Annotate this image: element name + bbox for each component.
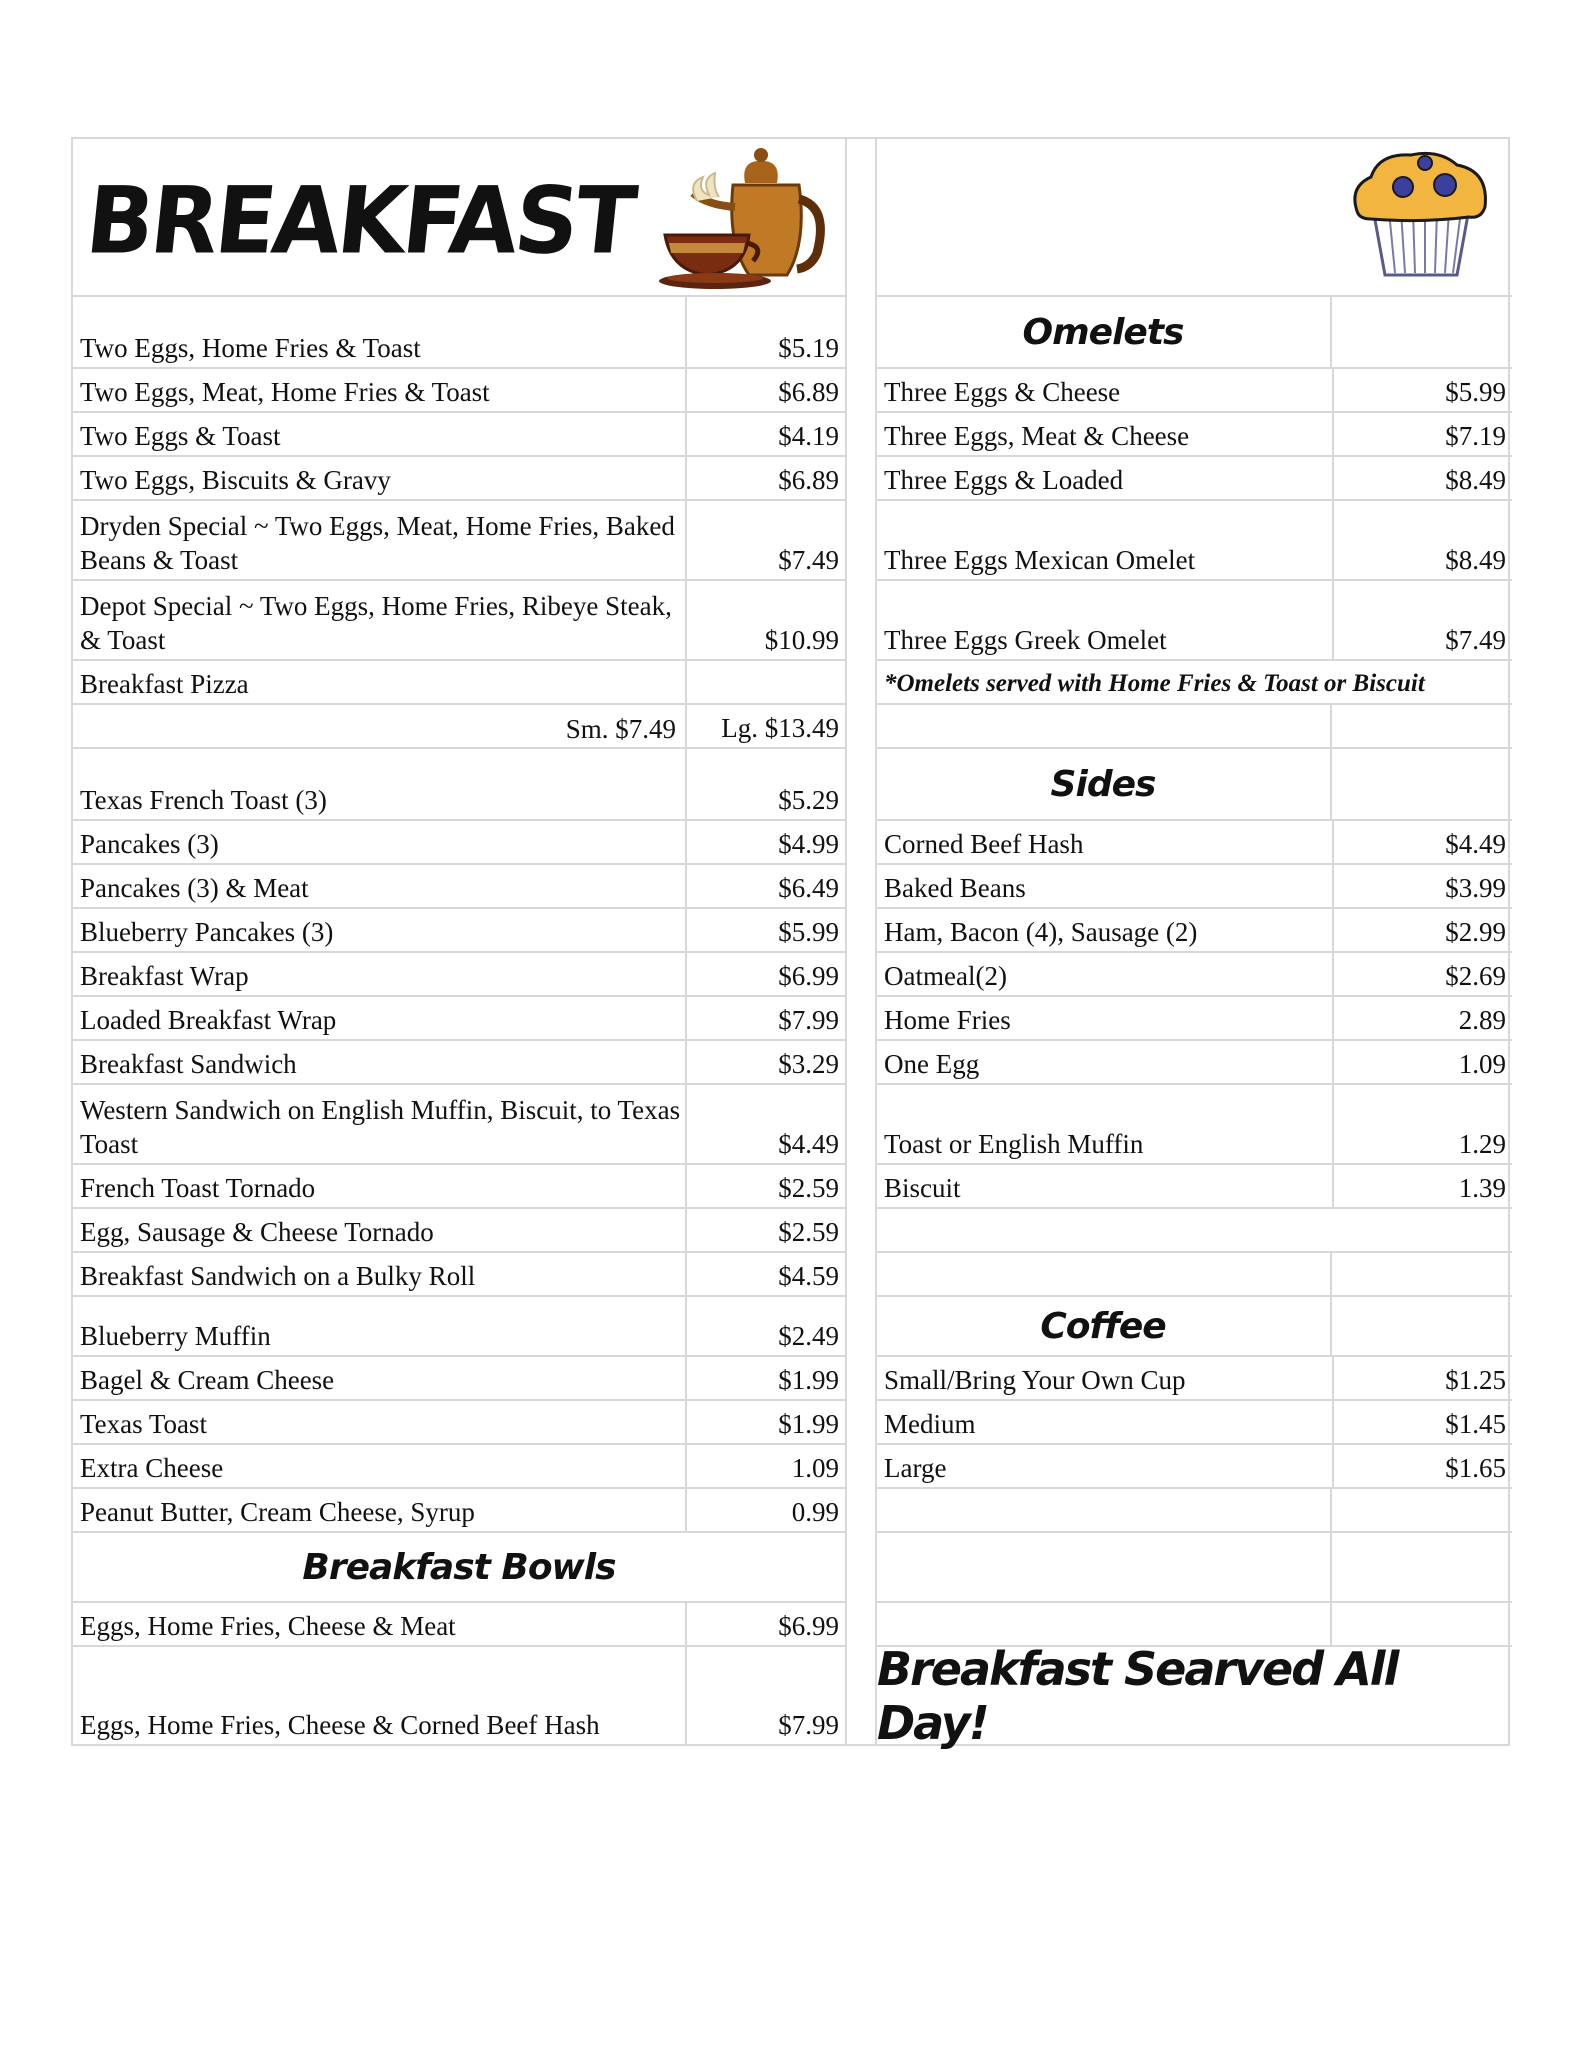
item-name: Home Fries (884, 1005, 1011, 1035)
item-price: $1.45 (1332, 1401, 1512, 1443)
item-name: Corned Beef Hash (884, 829, 1084, 859)
empty-cell (1330, 1297, 1512, 1355)
item-price: 1.29 (1332, 1085, 1512, 1163)
item-price: $6.49 (685, 865, 845, 907)
menu-row (877, 1165, 1512, 1209)
item-price (685, 661, 845, 703)
menu-row (73, 457, 845, 501)
menu-row (73, 1647, 845, 1744)
menu-row (73, 1401, 845, 1445)
item-price: $4.49 (685, 1085, 845, 1163)
item-price: $5.99 (685, 909, 845, 951)
item-price: $3.99 (1332, 865, 1512, 907)
menu-row (73, 953, 845, 997)
omelets-heading-row (877, 297, 1512, 369)
item-price: $7.99 (685, 997, 845, 1039)
menu-row (73, 297, 845, 369)
menu-row (877, 1085, 1512, 1165)
menu-row (73, 413, 845, 457)
muffin-row (877, 139, 1512, 297)
item-price: $8.49 (1332, 457, 1512, 499)
pizza-size-row (73, 705, 845, 749)
item-name: Medium (884, 1409, 976, 1439)
item-price: $7.99 (685, 1647, 845, 1744)
menu-row (73, 369, 845, 413)
item-price: $7.49 (685, 501, 845, 579)
item-price: $4.19 (685, 413, 845, 455)
empty-row (877, 1533, 1512, 1603)
item-price: $5.99 (1332, 369, 1512, 411)
empty-cell (1330, 749, 1512, 819)
title-row (73, 139, 845, 297)
item-name: Two Eggs, Meat, Home Fries & Toast (80, 377, 490, 407)
item-name: French Toast Tornado (80, 1173, 316, 1203)
item-name: Oatmeal(2) (884, 961, 1007, 991)
pizza-large-price: Lg. $13.49 (685, 705, 845, 747)
menu-row (877, 865, 1512, 909)
menu-row (877, 413, 1512, 457)
item-price: $6.99 (685, 953, 845, 995)
menu-row (73, 501, 845, 581)
item-price: $1.99 (685, 1357, 845, 1399)
item-price: 1.39 (1332, 1165, 1512, 1207)
left-column (73, 139, 845, 1744)
menu-row (73, 1445, 845, 1489)
item-name: Bagel & Cream Cheese (80, 1365, 335, 1395)
item-name: Depot Special ~ Two Eggs, Home Fries, Ribeye Steak, & Toast (80, 591, 672, 655)
item-name: Eggs, Home Fries, Cheese & Meat (80, 1611, 456, 1641)
column-gap (845, 139, 877, 1744)
sides-heading: Sides (1050, 763, 1156, 805)
menu-row (73, 581, 845, 661)
item-price: $4.99 (685, 821, 845, 863)
menu-row (877, 501, 1512, 581)
item-name: Two Eggs, Home Fries & Toast (80, 333, 421, 363)
item-name: Biscuit (884, 1173, 961, 1203)
empty-row (877, 1603, 1512, 1647)
menu-row (73, 1165, 845, 1209)
item-name: Blueberry Muffin (80, 1321, 271, 1351)
item-price: $4.59 (685, 1253, 845, 1295)
coffee-heading-row (877, 1297, 1512, 1357)
omelets-note: *Omelets served with Home Fries & Toast or Biscuit (884, 670, 1425, 697)
menu-row (877, 909, 1512, 953)
item-price: $2.49 (685, 1297, 845, 1355)
menu-row (73, 821, 845, 865)
omelets-note-row (877, 661, 1512, 705)
item-name: Extra Cheese (80, 1453, 224, 1483)
menu-row (73, 1041, 845, 1085)
menu-row (877, 997, 1512, 1041)
blueberry-muffin-icon (1349, 147, 1493, 279)
item-name: Three Eggs, Meat & Cheese (884, 421, 1190, 451)
item-price: $8.49 (1332, 501, 1512, 579)
menu-row (877, 1445, 1512, 1489)
empty-cell (1330, 297, 1512, 367)
item-name: Texas French Toast (3) (80, 785, 327, 815)
menu-row (73, 1489, 845, 1533)
menu-row (73, 865, 845, 909)
item-name: Breakfast Wrap (80, 961, 249, 991)
item-price: $2.69 (1332, 953, 1512, 995)
item-price: $3.29 (685, 1041, 845, 1083)
item-price: $1.99 (685, 1401, 845, 1443)
right-column (877, 139, 1512, 1750)
menu-row (73, 1209, 845, 1253)
menu-row (73, 1297, 845, 1357)
item-name: Breakfast Sandwich (80, 1049, 297, 1079)
item-name: Baked Beans (884, 873, 1026, 903)
tagline: Breakfast Searved All Day! (877, 1641, 1398, 1750)
menu-row (877, 953, 1512, 997)
item-name: Large (884, 1453, 947, 1483)
item-name: Toast or English Muffin (884, 1129, 1144, 1159)
item-name: Western Sandwich on English Muffin, Biscuit, to Texas Toast (80, 1095, 681, 1159)
menu-row (877, 1357, 1512, 1401)
item-name: Texas Toast (80, 1409, 207, 1439)
item-price: $10.99 (685, 581, 845, 659)
menu-grid (71, 137, 1510, 1750)
item-name: Pancakes (3) & Meat (80, 873, 309, 903)
item-name: Peanut Butter, Cream Cheese, Syrup (80, 1497, 475, 1527)
item-price: $2.99 (1332, 909, 1512, 951)
item-name: Three Eggs Greek Omelet (884, 625, 1167, 655)
item-price: $7.19 (1332, 413, 1512, 455)
omelets-heading: Omelets (1022, 311, 1184, 353)
menu-row (73, 997, 845, 1041)
empty-row (877, 1489, 1512, 1533)
item-name: Two Eggs, Biscuits & Gravy (80, 465, 391, 495)
item-price: 1.09 (685, 1445, 845, 1487)
item-name: Three Eggs Mexican Omelet (884, 545, 1196, 575)
item-price: 1.09 (1332, 1041, 1512, 1083)
item-price: $1.65 (1332, 1445, 1512, 1487)
empty-row (877, 705, 1512, 749)
item-name: Egg, Sausage & Cheese Tornado (80, 1217, 434, 1247)
bowls-heading: Breakfast Bowls (302, 1546, 616, 1588)
empty-cell (1330, 1533, 1512, 1601)
item-name: Three Eggs & Loaded (884, 465, 1124, 495)
item-name: Breakfast Pizza (80, 669, 249, 699)
menu-row (877, 581, 1512, 661)
item-price: $5.19 (685, 297, 845, 367)
teapot-cup-icon (657, 143, 827, 291)
empty-row (877, 1253, 1512, 1297)
tagline-row (877, 1641, 1512, 1750)
item-name: Two Eggs & Toast (80, 421, 281, 451)
item-price: $1.25 (1332, 1357, 1512, 1399)
bowls-heading-row (73, 1533, 845, 1603)
menu-title: BREAKFAST (81, 166, 639, 275)
item-name: Loaded Breakfast Wrap (80, 1005, 337, 1035)
item-name: Ham, Bacon (4), Sausage (2) (884, 917, 1198, 947)
menu-row (877, 369, 1512, 413)
item-name: Pancakes (3) (80, 829, 219, 859)
empty-cell (1330, 1603, 1512, 1645)
menu-row (73, 1603, 845, 1647)
sides-heading-row (877, 749, 1512, 821)
empty-cell (1330, 705, 1512, 747)
empty-cell (1330, 1253, 1512, 1295)
item-name: Dryden Special ~ Two Eggs, Meat, Home Fries, Baked Beans & Toast (80, 511, 675, 575)
item-price: 2.89 (1332, 997, 1512, 1039)
item-name: Breakfast Sandwich on a Bulky Roll (80, 1261, 476, 1291)
item-name: Eggs, Home Fries, Cheese & Corned Beef Hash (80, 1710, 600, 1740)
empty-row (877, 1209, 1512, 1253)
menu-row (877, 1401, 1512, 1445)
item-price: $2.59 (685, 1165, 845, 1207)
item-name: One Egg (884, 1049, 980, 1079)
menu-row (73, 1253, 845, 1297)
menu-row (73, 661, 845, 705)
menu-row (877, 1041, 1512, 1085)
item-name: Three Eggs & Cheese (884, 377, 1121, 407)
coffee-heading: Coffee (1040, 1305, 1166, 1347)
menu-row (73, 909, 845, 953)
item-price: $5.29 (685, 749, 845, 819)
menu-row (877, 457, 1512, 501)
empty-cell (1330, 1489, 1512, 1531)
menu-row (73, 1085, 845, 1165)
item-price: $6.99 (685, 1603, 845, 1645)
menu-row (877, 821, 1512, 865)
item-price: 0.99 (685, 1489, 845, 1531)
item-price: $7.49 (1332, 581, 1512, 659)
menu-row (73, 749, 845, 821)
item-price: $6.89 (685, 457, 845, 499)
pizza-small-price: Sm. $7.49 (565, 714, 676, 744)
item-price: $4.49 (1332, 821, 1512, 863)
menu-row (73, 1357, 845, 1401)
item-price: $6.89 (685, 369, 845, 411)
item-name: Small/Bring Your Own Cup (884, 1365, 1186, 1395)
item-price: $2.59 (685, 1209, 845, 1251)
item-name: Blueberry Pancakes (3) (80, 917, 334, 947)
